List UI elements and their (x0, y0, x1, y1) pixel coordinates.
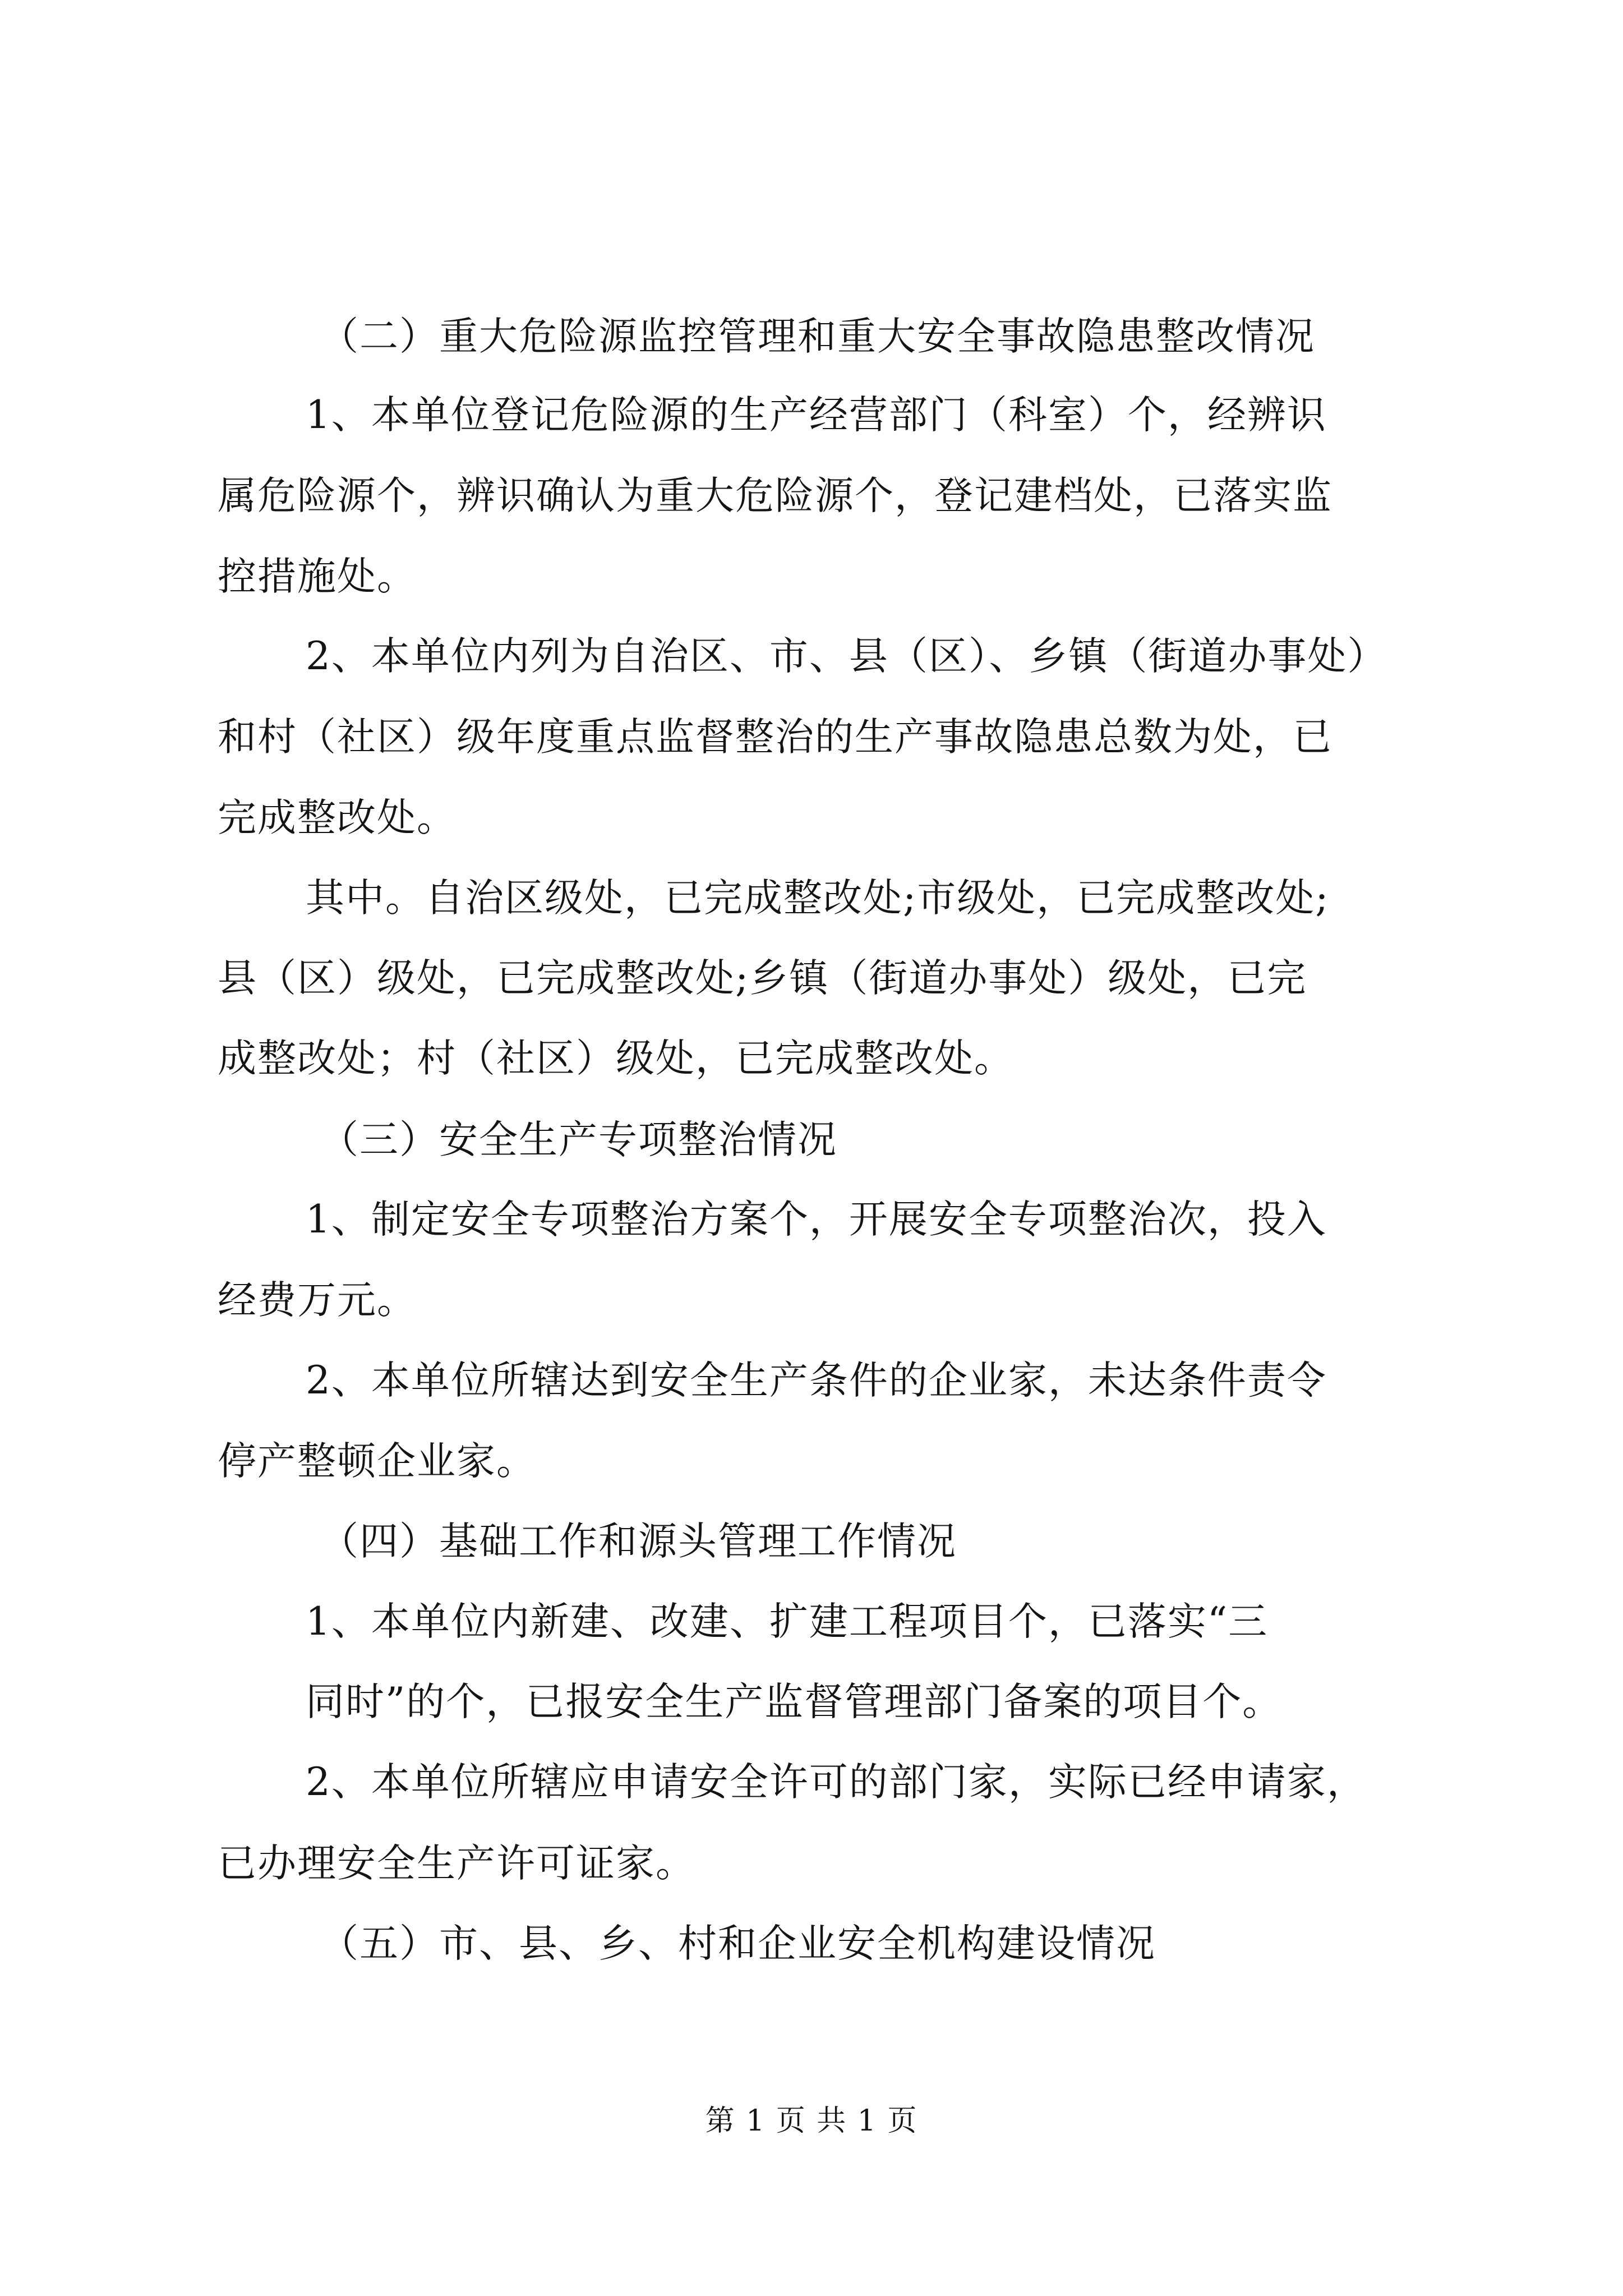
paragraph-line: 2、本单位所辖达到安全生产条件的企业家，未达条件责令 (306, 1358, 1327, 1403)
paragraph-line: 1、本单位内新建、改建、扩建工程项目个，已落实“三 (306, 1599, 1269, 1644)
section-heading-5: （五）市、县、乡、村和企业安全机构建设情况 (320, 1921, 1156, 1966)
section-heading-3: （三）安全生产专项整治情况 (320, 1117, 837, 1162)
paragraph-line: 和村（社区）级年度重点监督整治的生产事故隐患总数为处，已 (218, 715, 1332, 760)
paragraph-line: 1、本单位登记危险源的生产经营部门（科室）个，经辨识 (306, 393, 1327, 438)
paragraph-line: 2、本单位内列为自治区、市、县（区）、乡镇（街道办事处） (306, 634, 1387, 679)
section-heading-2: （二）重大危险源监控管理和重大安全事故隐患整改情况 (320, 314, 1315, 359)
paragraph-line: 控措施处。 (218, 554, 417, 599)
paragraph-line: 同时”的个，已报安全生产监督管理部门备案的项目个。 (306, 1680, 1283, 1724)
paragraph-line: 其中。自治区级处，已完成整改处;市级处，已完成整改处; (306, 876, 1330, 921)
paragraph-line: 完成整改处。 (218, 795, 457, 840)
page-footer: 第 1 页 共 1 页 (705, 2104, 918, 2138)
paragraph-line: 成整改处；村（社区）级处，已完成整改处。 (218, 1036, 1014, 1081)
paragraph-line: 2、本单位所辖应申请安全许可的部门家，实际已经申请家， (306, 1760, 1367, 1805)
paragraph-line: 经费万元。 (218, 1278, 417, 1323)
paragraph-line: 属危险源个，辨识确认为重大危险源个，登记建档处，已落实监 (218, 473, 1332, 518)
paragraph-line: 1、制定安全专项整治方案个，开展安全专项整治次，投入 (306, 1197, 1327, 1242)
paragraph-line: 停产整顿企业家。 (218, 1439, 536, 1484)
paragraph-line: 县（区）级处，已完成整改处;乡镇（街道办事处）级处，已完 (218, 956, 1307, 1001)
paragraph-line: 已办理安全生产许可证家。 (218, 1841, 695, 1886)
section-heading-4: （四）基础工作和源头管理工作情况 (320, 1519, 957, 1564)
